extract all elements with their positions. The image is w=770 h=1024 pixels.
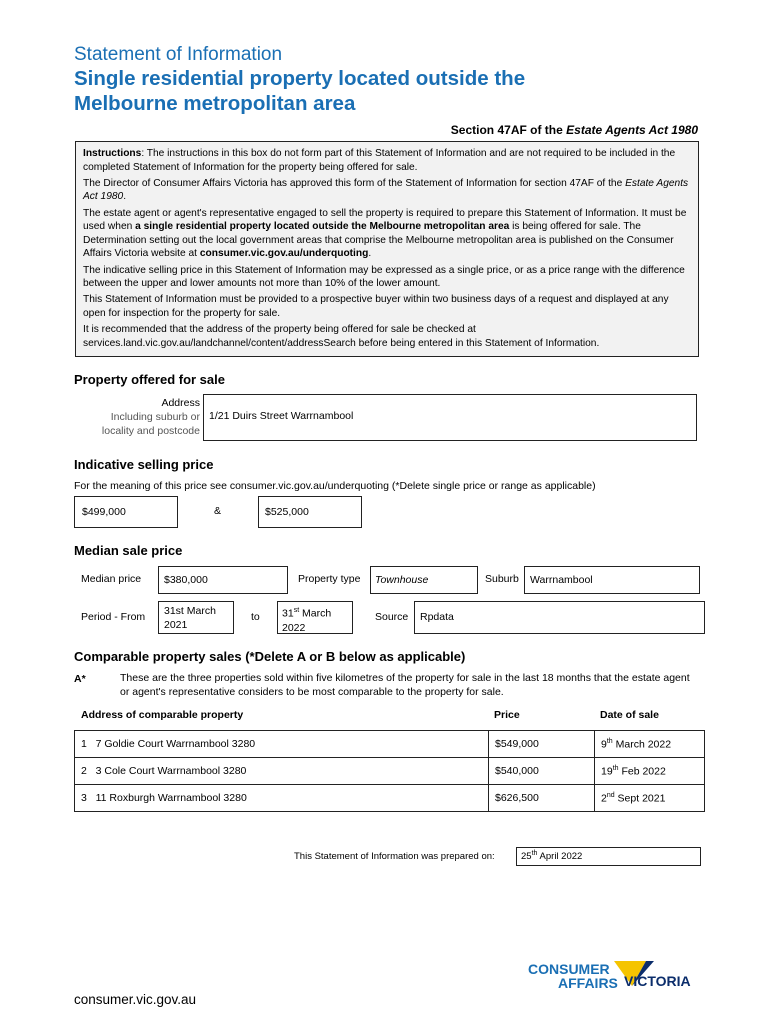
address-label-line1: Address	[161, 397, 200, 409]
period-to-label: to	[251, 611, 260, 623]
instructions-p1-text: : The instructions in this box do not form part of this Statement of Information and are not required to be included in the completed Statement of Information for the property being offered for sale.	[83, 148, 676, 173]
document-title	[74, 66, 694, 116]
logo-text-consumer: CONSUMER	[528, 961, 610, 977]
suburb-label: Suburb	[485, 573, 519, 585]
sale-day: 9	[601, 738, 607, 751]
consumer-affairs-victoria-logo	[528, 960, 708, 1006]
col-address-header: Address of comparable property	[81, 709, 244, 721]
prepared-date-field[interactable]	[516, 847, 701, 866]
prepared-day: 25	[521, 851, 532, 863]
option-a-text: These are the three properties sold within five kilometres of the property for sale in the last 18 months that the estate agent or agent's representative considers to be most comparable to the property for sale.	[120, 672, 690, 698]
instructions-p1	[83, 147, 691, 174]
sale-day-suffix: th	[606, 737, 613, 745]
comparable-address: 3 Cole Court Warrnambool 3280	[95, 765, 247, 777]
comparable-price-cell[interactable]: $540,000	[489, 758, 595, 785]
comparable-heading: Comparable property sales (*Delete A or B below as applicable)	[74, 649, 466, 664]
sale-day: 19	[601, 765, 613, 778]
sale-day-suffix: th	[612, 764, 619, 772]
comparable-price-cell[interactable]: $549,000	[489, 731, 595, 758]
col-price-header: Price	[494, 709, 520, 721]
table-row	[75, 758, 705, 785]
sale-day-suffix: nd	[606, 791, 615, 799]
instructions-p6: It is recommended that the address of the property being offered for sale be checked at services.land.vic.gov.au/landchannel/content/addressSearch before being entered in this Statement of Information.	[83, 324, 600, 349]
document-kicker: Statement of Information	[74, 44, 283, 65]
instructions-p4: The indicative selling price in this Statement of Information may be expressed as a single price, or as a price range with the difference between the upper and lower amounts not more than 10% of the lower amount.	[83, 264, 685, 290]
logo-text-victoria: VICTORIA	[624, 973, 691, 989]
median-heading: Median sale price	[74, 543, 183, 558]
period-label: Period - From	[81, 611, 146, 623]
comparable-date-cell[interactable]	[595, 731, 705, 758]
section-act: Estate Agents Act 1980	[566, 123, 698, 137]
comparable-address-cell[interactable]	[75, 785, 489, 812]
period-from-line1: 31st March	[164, 605, 216, 617]
sale-month-year: Sept 2021	[614, 792, 666, 805]
row-number: 3	[81, 792, 87, 804]
period-to-line1	[282, 604, 352, 621]
property-type-label: Property type	[298, 573, 361, 585]
comparable-address: 11 Roxburgh Warrnambool 3280	[95, 792, 247, 804]
row-number: 1	[81, 738, 87, 750]
property-heading: Property offered for sale	[74, 372, 225, 387]
instructions-p2-text: The Director of Consumer Affairs Victoria has approved this form of the Statement of Information for section 47AF of the	[83, 177, 626, 189]
comparable-price-cell[interactable]: $626,500	[489, 785, 595, 812]
suburb-field[interactable]: Warrnambool	[524, 566, 700, 594]
prepared-month-year: April 2022	[537, 851, 583, 863]
source-label: Source	[375, 611, 409, 623]
instructions-p2-end: .	[123, 191, 127, 203]
table-row	[75, 785, 705, 812]
price-low-field[interactable]: $499,000	[74, 496, 178, 528]
address-label-line3: locality and postcode	[101, 425, 200, 437]
address-field[interactable]: 1/21 Duirs Street Warrnambool	[203, 394, 697, 441]
indicative-note: For the meaning of this price see consumer.vic.gov.au/underquoting (*Delete single price or range as applicable)	[74, 480, 596, 492]
period-from-field[interactable]	[158, 601, 234, 634]
section-prefix: Section 47AF of the	[450, 123, 567, 137]
instructions-label: Instructions	[83, 148, 142, 159]
instructions-p5: This Statement of Information must be provided to a prospective buyer within two business days of a request and displayed at any open for inspection for the property for sale.	[83, 294, 669, 319]
sale-day: 2	[601, 792, 607, 805]
instructions-p3-b: is being offered for sale. The Determination setting out the local government areas that comprise the Melbourne metropolitan area is published on the Consumer Affairs Victoria website at	[83, 221, 674, 260]
table-row	[75, 731, 705, 758]
prepared-day-suffix: th	[531, 850, 538, 857]
address-label	[80, 396, 200, 438]
period-to-day: 31	[282, 607, 294, 620]
comparable-table	[74, 730, 705, 812]
col-date-header: Date of sale	[600, 709, 659, 721]
period-to-field[interactable]	[277, 601, 353, 634]
median-price-label: Median price	[81, 573, 142, 585]
option-a-label: A*	[74, 673, 86, 685]
instructions-p2-act: Estate Agents Act 1980	[83, 177, 689, 203]
instructions-p3-a: The estate agent or agent's representative engaged to sell the property is required to prepare this Statement of Information. It must be used when	[83, 207, 687, 233]
period-from-line2: 2021	[164, 619, 188, 631]
sale-month-year: Feb 2022	[618, 765, 666, 778]
property-type-field[interactable]: Townhouse	[370, 566, 478, 594]
logo-text-affairs: AFFAIRS	[558, 975, 618, 991]
instructions-p3	[83, 207, 691, 261]
comparable-address-cell[interactable]	[75, 731, 489, 758]
indicative-heading: Indicative selling price	[74, 457, 214, 472]
period-to-month: March	[299, 607, 332, 620]
section-reference	[451, 123, 698, 137]
title-line-2: Melbourne metropolitan area	[74, 92, 356, 115]
title-line-1: Single residential property located outside the	[74, 67, 526, 90]
instructions-p3-end: .	[368, 248, 372, 260]
price-high-field[interactable]: $525,000	[258, 496, 362, 528]
logo-graphic	[528, 960, 708, 1006]
median-price-field[interactable]: $380,000	[158, 566, 288, 594]
prepared-label: This Statement of Information was prepared on:	[294, 851, 495, 862]
comparable-date-cell[interactable]	[595, 785, 705, 812]
underquoting-link[interactable]: consumer.vic.gov.au/underquoting	[199, 248, 369, 260]
instructions-box	[75, 141, 699, 357]
footer-url[interactable]: consumer.vic.gov.au	[74, 992, 197, 1007]
instructions-p3-bold: a single residential property located outside the Melbourne metropolitan area	[135, 221, 510, 233]
price-range-ampersand: &	[214, 505, 222, 517]
row-number: 2	[81, 765, 87, 777]
instructions-p2	[83, 177, 691, 204]
comparable-date-cell[interactable]	[595, 758, 705, 785]
source-field[interactable]: Rpdata	[414, 601, 705, 634]
period-to-suffix: st	[293, 607, 300, 614]
comparable-address: 7 Goldie Court Warrnambool 3280	[95, 738, 256, 750]
comparable-address-cell[interactable]	[75, 758, 489, 785]
sale-month-year: March 2022	[612, 738, 672, 751]
period-to-line2: 2022	[282, 621, 306, 634]
address-label-line2: Including suburb or	[110, 411, 200, 423]
